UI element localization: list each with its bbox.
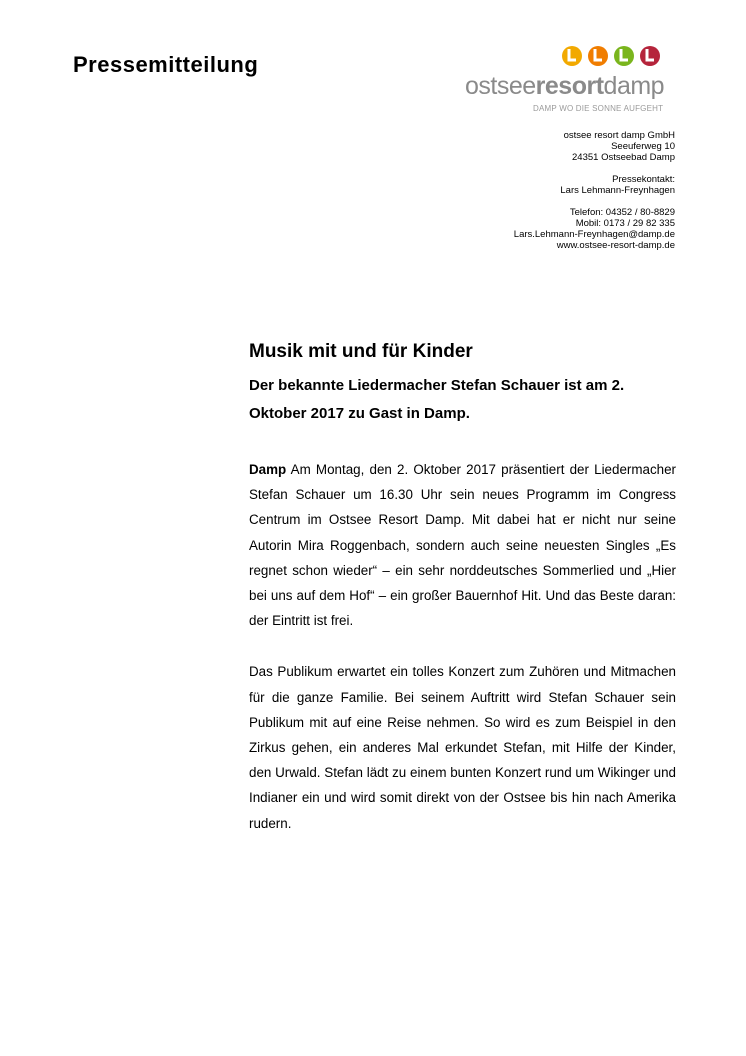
company-name: ostsee resort damp GmbH — [563, 130, 675, 141]
company-city: 24351 Ostseebad Damp — [572, 152, 675, 163]
logo-wordmark — [465, 72, 664, 100]
press-contact-label: Pressekontakt: — [612, 174, 675, 185]
article-paragraph-1 — [249, 457, 676, 633]
contact-channels — [514, 207, 675, 251]
article — [249, 338, 676, 836]
page-title: Pressemitteilung — [73, 52, 259, 77]
dateline: Damp — [249, 462, 287, 477]
logo-symbol-orange — [588, 46, 608, 66]
mobile: Mobil: 0173 / 29 82 335 — [575, 218, 675, 229]
website-link[interactable]: www.ostsee-resort-damp.de — [556, 240, 675, 251]
logo-symbols — [560, 44, 670, 68]
press-contact-name: Lars Lehmann-Freynhagen — [560, 185, 675, 196]
logo-tagline: DAMP WO DIE SONNE AUFGEHT — [533, 104, 664, 113]
contact-block — [514, 130, 675, 262]
logo-symbol-green — [614, 46, 634, 66]
article-subheadline: Der bekannte Liedermacher Stefan Schauer ist am 2. Oktober 2017 zu Gast in Damp. — [249, 377, 625, 422]
logo-word-ostsee: ostsee — [465, 72, 536, 100]
email-link[interactable]: Lars.Lehmann-Freynhagen@damp.de — [513, 229, 675, 240]
logo-symbol-red — [640, 46, 660, 66]
logo-symbol-yellow — [562, 46, 582, 66]
article-paragraph-2: Das Publikum erwartet ein tolles Konzert zum Zuhören und Mitmachen für die ganze Familie. Bei seinem Auftritt wird Stefan Schauer sein Publikum mit auf eine Reise nehmen. So wird es zum Beispiel in den Zirkus gehen, ein anderes Mal erkundet Stefan, mit Hilfe der Kinder, den Urwald. Stefan lädt zu einem bunten Konzert rund um Wikinger und Indianer ein und wird somit direkt von der Ostsee bis hin nach Amerika rudern. — [249, 664, 676, 831]
logo-word-damp: damp — [603, 72, 665, 100]
company-street: Seeuferweg 10 — [611, 141, 675, 152]
phone: Telefon: 04352 / 80-8829 — [569, 207, 675, 218]
paragraph-1-text: Am Montag, den 2. Oktober 2017 präsentiert der Liedermacher Stefan Schauer um 16.30 Uhr sein neues Programm im Congress Centrum im Ostsee Resort Damp. Mit dabei hat er nicht nur seine Autorin Mira Roggenbach, sondern auch seine neuesten Singles „Es regnet schon wieder“ – ein sehr norddeutsches Sommerlied und „Hier bei uns auf dem Hof“ – ein großer Bauernhof Hit. Und das Beste daran: der Eintritt ist frei. — [249, 462, 676, 629]
logo-word-resort: resort — [535, 72, 604, 100]
article-headline: Musik mit und für Kinder — [249, 341, 473, 362]
company-address — [514, 130, 675, 163]
press-contact — [514, 174, 675, 196]
